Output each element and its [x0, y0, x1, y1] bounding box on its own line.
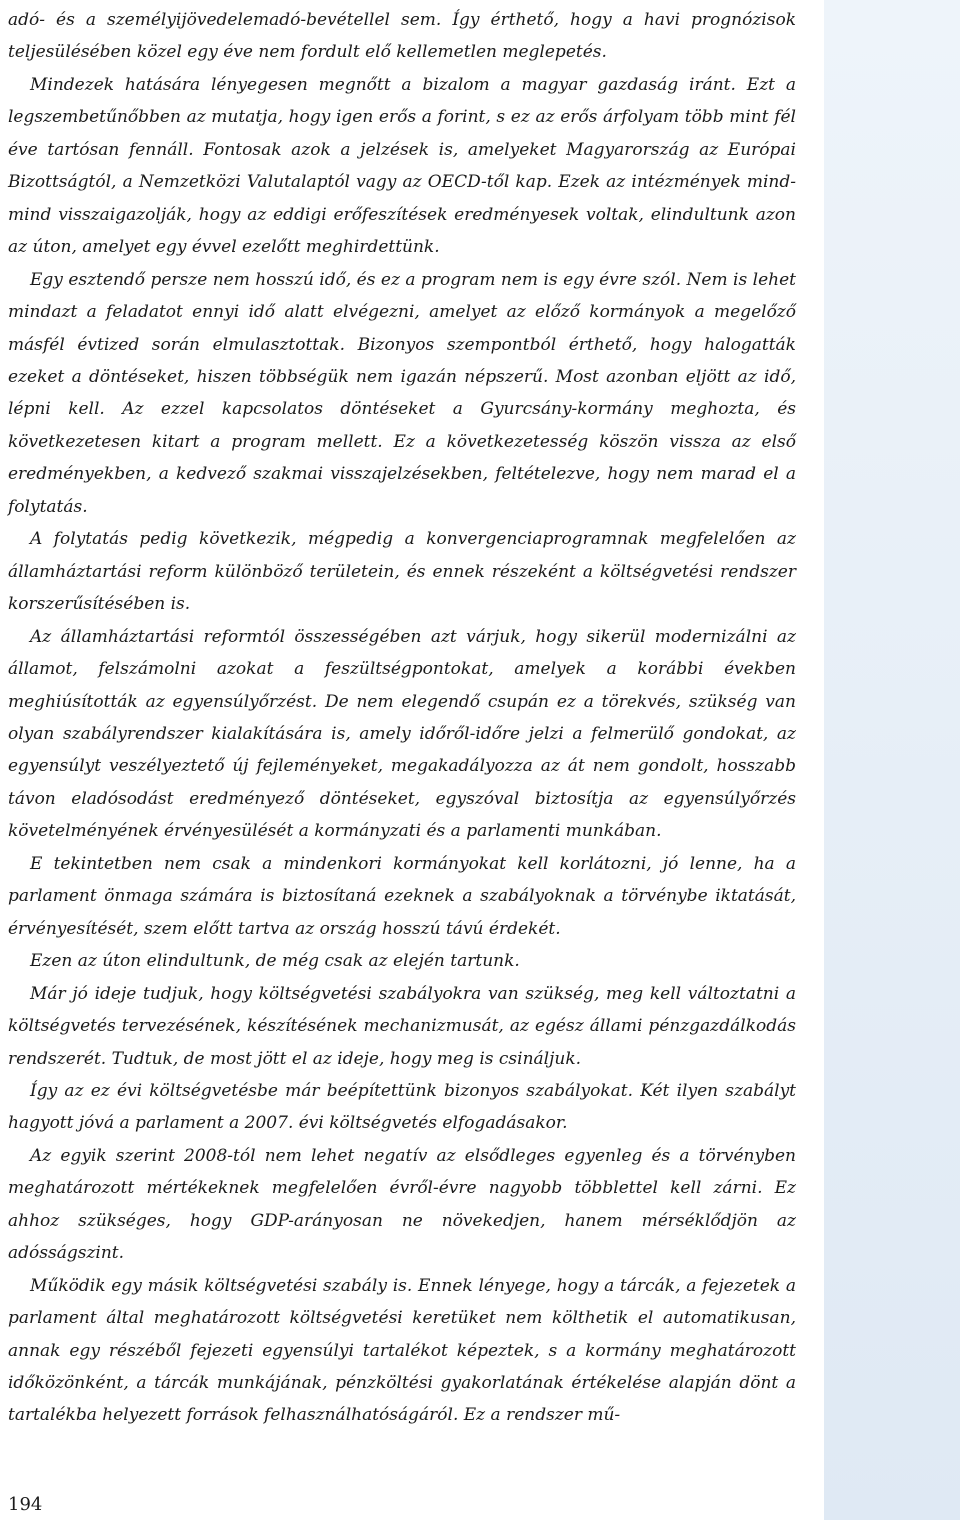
- paragraph: Egy esztendő persze nem hosszú idő, és ez a program nem is egy évre szól. Nem is lehet mindazt a feladatot ennyi idő alatt elvégezni, amelyet az előző kormányok a megelőző másfél évtized során elmulasztottak. Bizonyos szempontból érthető, hogy halogatták ezeket a döntéseket, hiszen többségük nem igazán népszerű. Most azonban eljött az idő, lépni kell. Az ezzel kapcsolatos döntéseket a Gyurcsány-kormány meghozta, és következetesen kitart a program mellett. Ez a következetesség köszön vissza az első eredményekben, a kedvező szakmai visszajelzésekben, feltételezve, hogy nem marad el a folytatás.: [8, 269, 796, 517]
- paragraph: Ezen az úton elindultunk, de még csak az elején tartunk.: [30, 951, 520, 972]
- paragraph: E tekintetben nem csak a mindenkori kormányokat kell korlátozni, jó lenne, ha a parlament önmaga számára is biztosítaná ezeknek a szabályoknak a törvénybe iktatását, érvényesítését, szem előtt tartva az ország hosszú távú érdekét.: [8, 853, 796, 939]
- paragraph: Mindezek hatására lényegesen megnőtt a bizalom a magyar gazdaság iránt. Ezt a legszembetűnőbben az mutatja, hogy igen erős a forint, s ez az erős árfolyam több mint fél éve tartósan fennáll. Fontosak azok a jelzések is, amelyeket Magyarország az Európai Bizottságtól, a Nemzetközi Valutalaptól vagy az OECD-től kap. Ezek az intézmények mind-mind visszaigazolják, hogy az eddigi erőfeszítések eredményesek voltak, elindultunk azon az úton, amelyet egy évvel ezelőtt meghirdettünk.: [8, 74, 796, 258]
- paragraph: Az államháztartási reformtól összességében azt várjuk, hogy sikerül modernizálni az államot, felszámolni azokat a feszültségpontokat, amelyek a korábbi években meghiúsították az egyensúlyőrzést. De nem elegendő csupán ez a törekvés, szükség van olyan szabályrendszer kialakítására is, amely időről-időre jelzi a felmerülő gondokat, az egyensúlyt veszélyeztető új fejleményeket, megakadályozza az át nem gondolt, hosszabb távon eladósodást eredményező döntéseket, egyszóval biztosítja az egyensúlyőrzés követelményének érvényesülését a kormányzati és a parlamenti munkában.: [8, 626, 796, 842]
- decorative-sidebar: [824, 0, 960, 1520]
- page-number: 194: [8, 1494, 43, 1515]
- paragraph: Az egyik szerint 2008-tól nem lehet negatív az elsődleges egyenleg és a törvényben meghatározott mértékeknek megfelelően évről-évre nagyobb többlettel kell zárni. Ez ahhoz szükséges, hogy GDP-arányosan ne növekedjen, hanem mérséklődjön az adósságszint.: [8, 1145, 796, 1264]
- paragraph: Már jó ideje tudjuk, hogy költségvetési szabályokra van szükség, meg kell változtatni a költségvetés tervezésének, készítésének mechanizmusát, az egész állami pénzgazdálkodás rendszerét. Tudtuk, de most jött el az ideje, hogy meg is csináljuk.: [8, 983, 796, 1069]
- body-text: [8, 4, 796, 1432]
- paragraph: Működik egy másik költségvetési szabály is. Ennek lényege, hogy a tárcák, a fejezetek a parlament által meghatározott költségvetési keretüket nem költhetik el automatikusan, annak egy részéből fejezeti egyensúlyi tartalékot képeztek, s a kormány meghatározott időközönként, a tárcák munkájának, pénzköltési gyakorlatának értékelése alapján dönt a tartalékba helyezett források felhasználhatóságáról. Ez a rendszer mű-: [8, 1275, 796, 1426]
- paragraph: adó- és a személyijövedelemadó-bevétellel sem. Így érthető, hogy a havi prognózisok teljesülésében közel egy éve nem fordult elő kellemetlen meglepetés.: [8, 10, 796, 63]
- paragraph: Így az ez évi költségvetésbe már beépítettünk bizonyos szabályokat. Két ilyen szabályt hagyott jóvá a parlament a 2007. évi költségvetés elfogadásakor.: [8, 1080, 796, 1134]
- paragraph: A folytatás pedig következik, mégpedig a konvergenciaprogramnak megfelelően az államháztartási reform különböző területein, és ennek részeként a költségvetési rendszer korszerűsítésében is.: [8, 529, 796, 615]
